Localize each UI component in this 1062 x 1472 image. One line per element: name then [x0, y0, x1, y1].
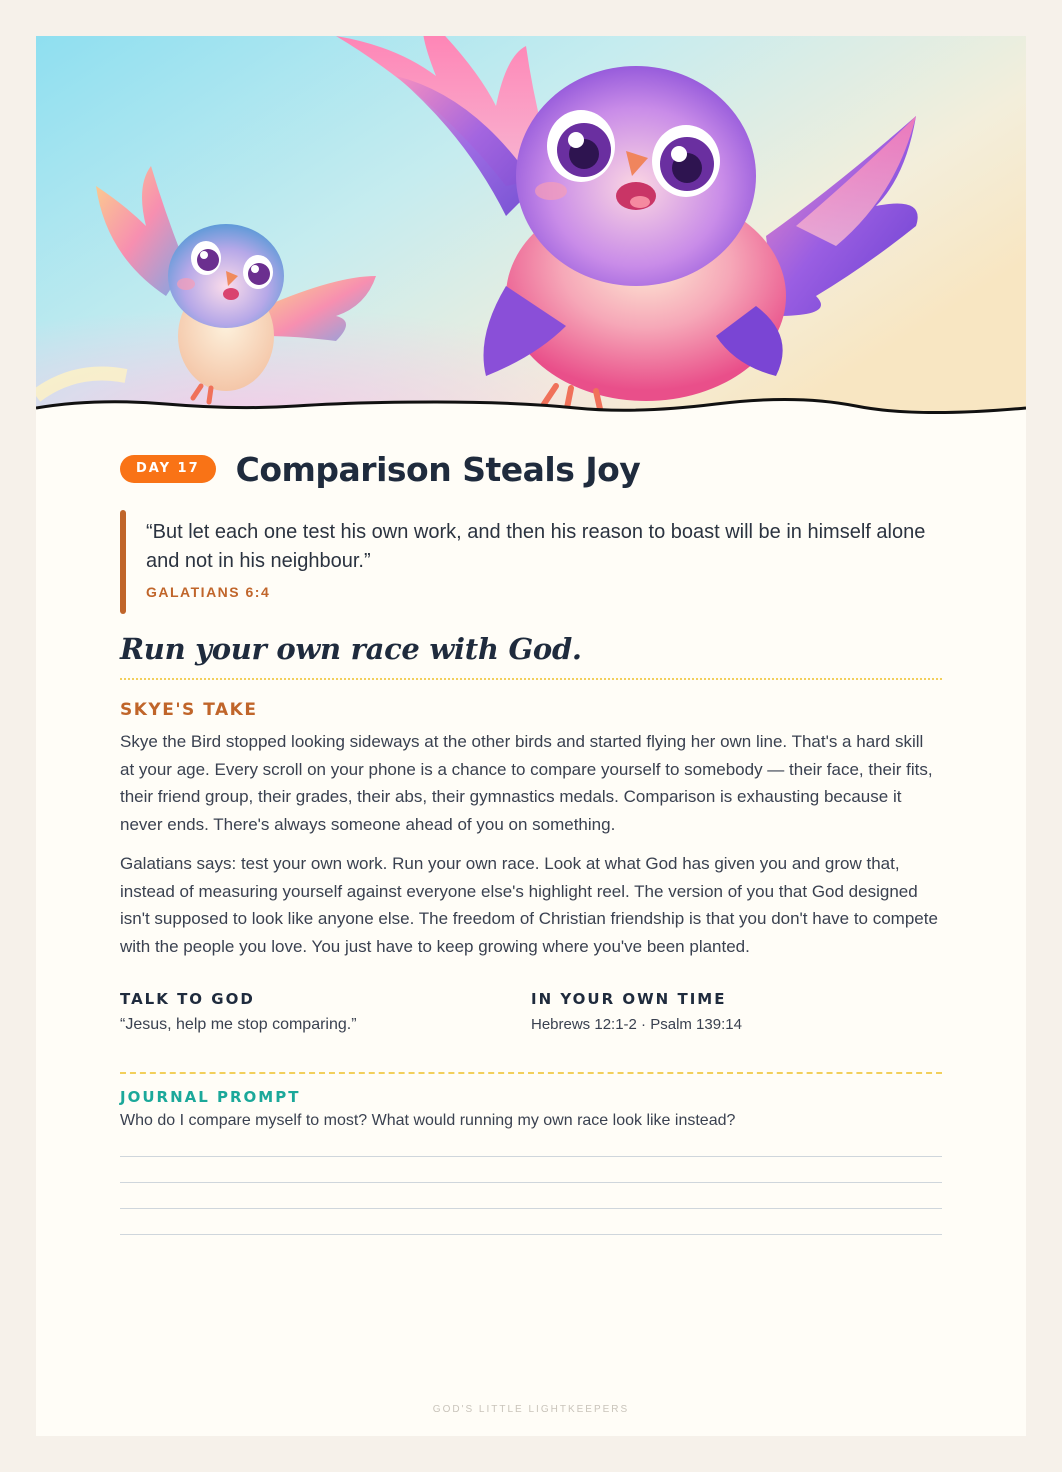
own-time-heading: IN YOUR OWN TIME	[531, 990, 727, 1008]
footer-brand: GOD'S LITTLE LIGHTKEEPERS	[432, 1404, 630, 1415]
subtitle: Run your own race with God.	[120, 632, 942, 680]
scripture-quote	[120, 518, 942, 600]
journal-prompt: Who do I compare myself to most? What would running my own race look like instead?	[120, 1112, 736, 1129]
talk-heading: TALK TO GOD	[120, 990, 255, 1008]
devotional-page	[36, 36, 1026, 1436]
hero-illustration	[36, 36, 1026, 414]
own-time	[531, 990, 942, 1034]
quote-bar	[120, 510, 126, 614]
writing-line	[120, 1182, 942, 1183]
own-time-text: Hebrews 12:1-2 · Psalm 139:14	[531, 1016, 742, 1033]
talk-text: “Jesus, help me stop comparing.”	[120, 1016, 357, 1033]
journal-section	[120, 1072, 942, 1235]
take-paragraph: Skye the Bird stopped looking sideways at the other birds and started flying her own line. That's a hard skill at your age. Every scroll on your phone is a chance to compare yourself to somebody — their face, their fits, their friend group, their grades, their abs, their gymnastics medals. Comparison is exhausting because it never ends. There's always someone ahead of you on something.	[120, 732, 933, 834]
writing-line	[120, 1234, 942, 1235]
journal-heading: JOURNAL PROMPT	[120, 1088, 301, 1106]
birds-illustration	[36, 36, 1026, 414]
take-paragraph: Galatians says: test your own work. Run your own race. Look at what God has given you and grow that, instead of measuring yourself against everyone else's highlight reel. The version of you that God designed isn't supposed to look like anyone else. The freedom of Christian friendship is that you don't have to compete with the people you love. You just have to keep growing where you've been planted.	[120, 854, 938, 956]
writing-lines	[120, 1156, 942, 1235]
title-row	[120, 448, 942, 490]
take-heading: SKYE'S TAKE	[120, 700, 258, 720]
devotional-content	[120, 448, 942, 1260]
prayer-and-reading	[120, 990, 942, 1034]
verse-text: “But let each one test his own work, and then his reason to boast will be in himself alone and not in his neighbour.”	[146, 521, 926, 572]
day-badge: DAY 17	[120, 455, 216, 483]
writing-line	[120, 1156, 942, 1157]
verse-reference: GALATIANS 6:4	[146, 584, 271, 600]
writing-line	[120, 1208, 942, 1209]
talk-to-god	[120, 990, 531, 1034]
page-title: Comparison Steals Joy	[235, 449, 641, 489]
